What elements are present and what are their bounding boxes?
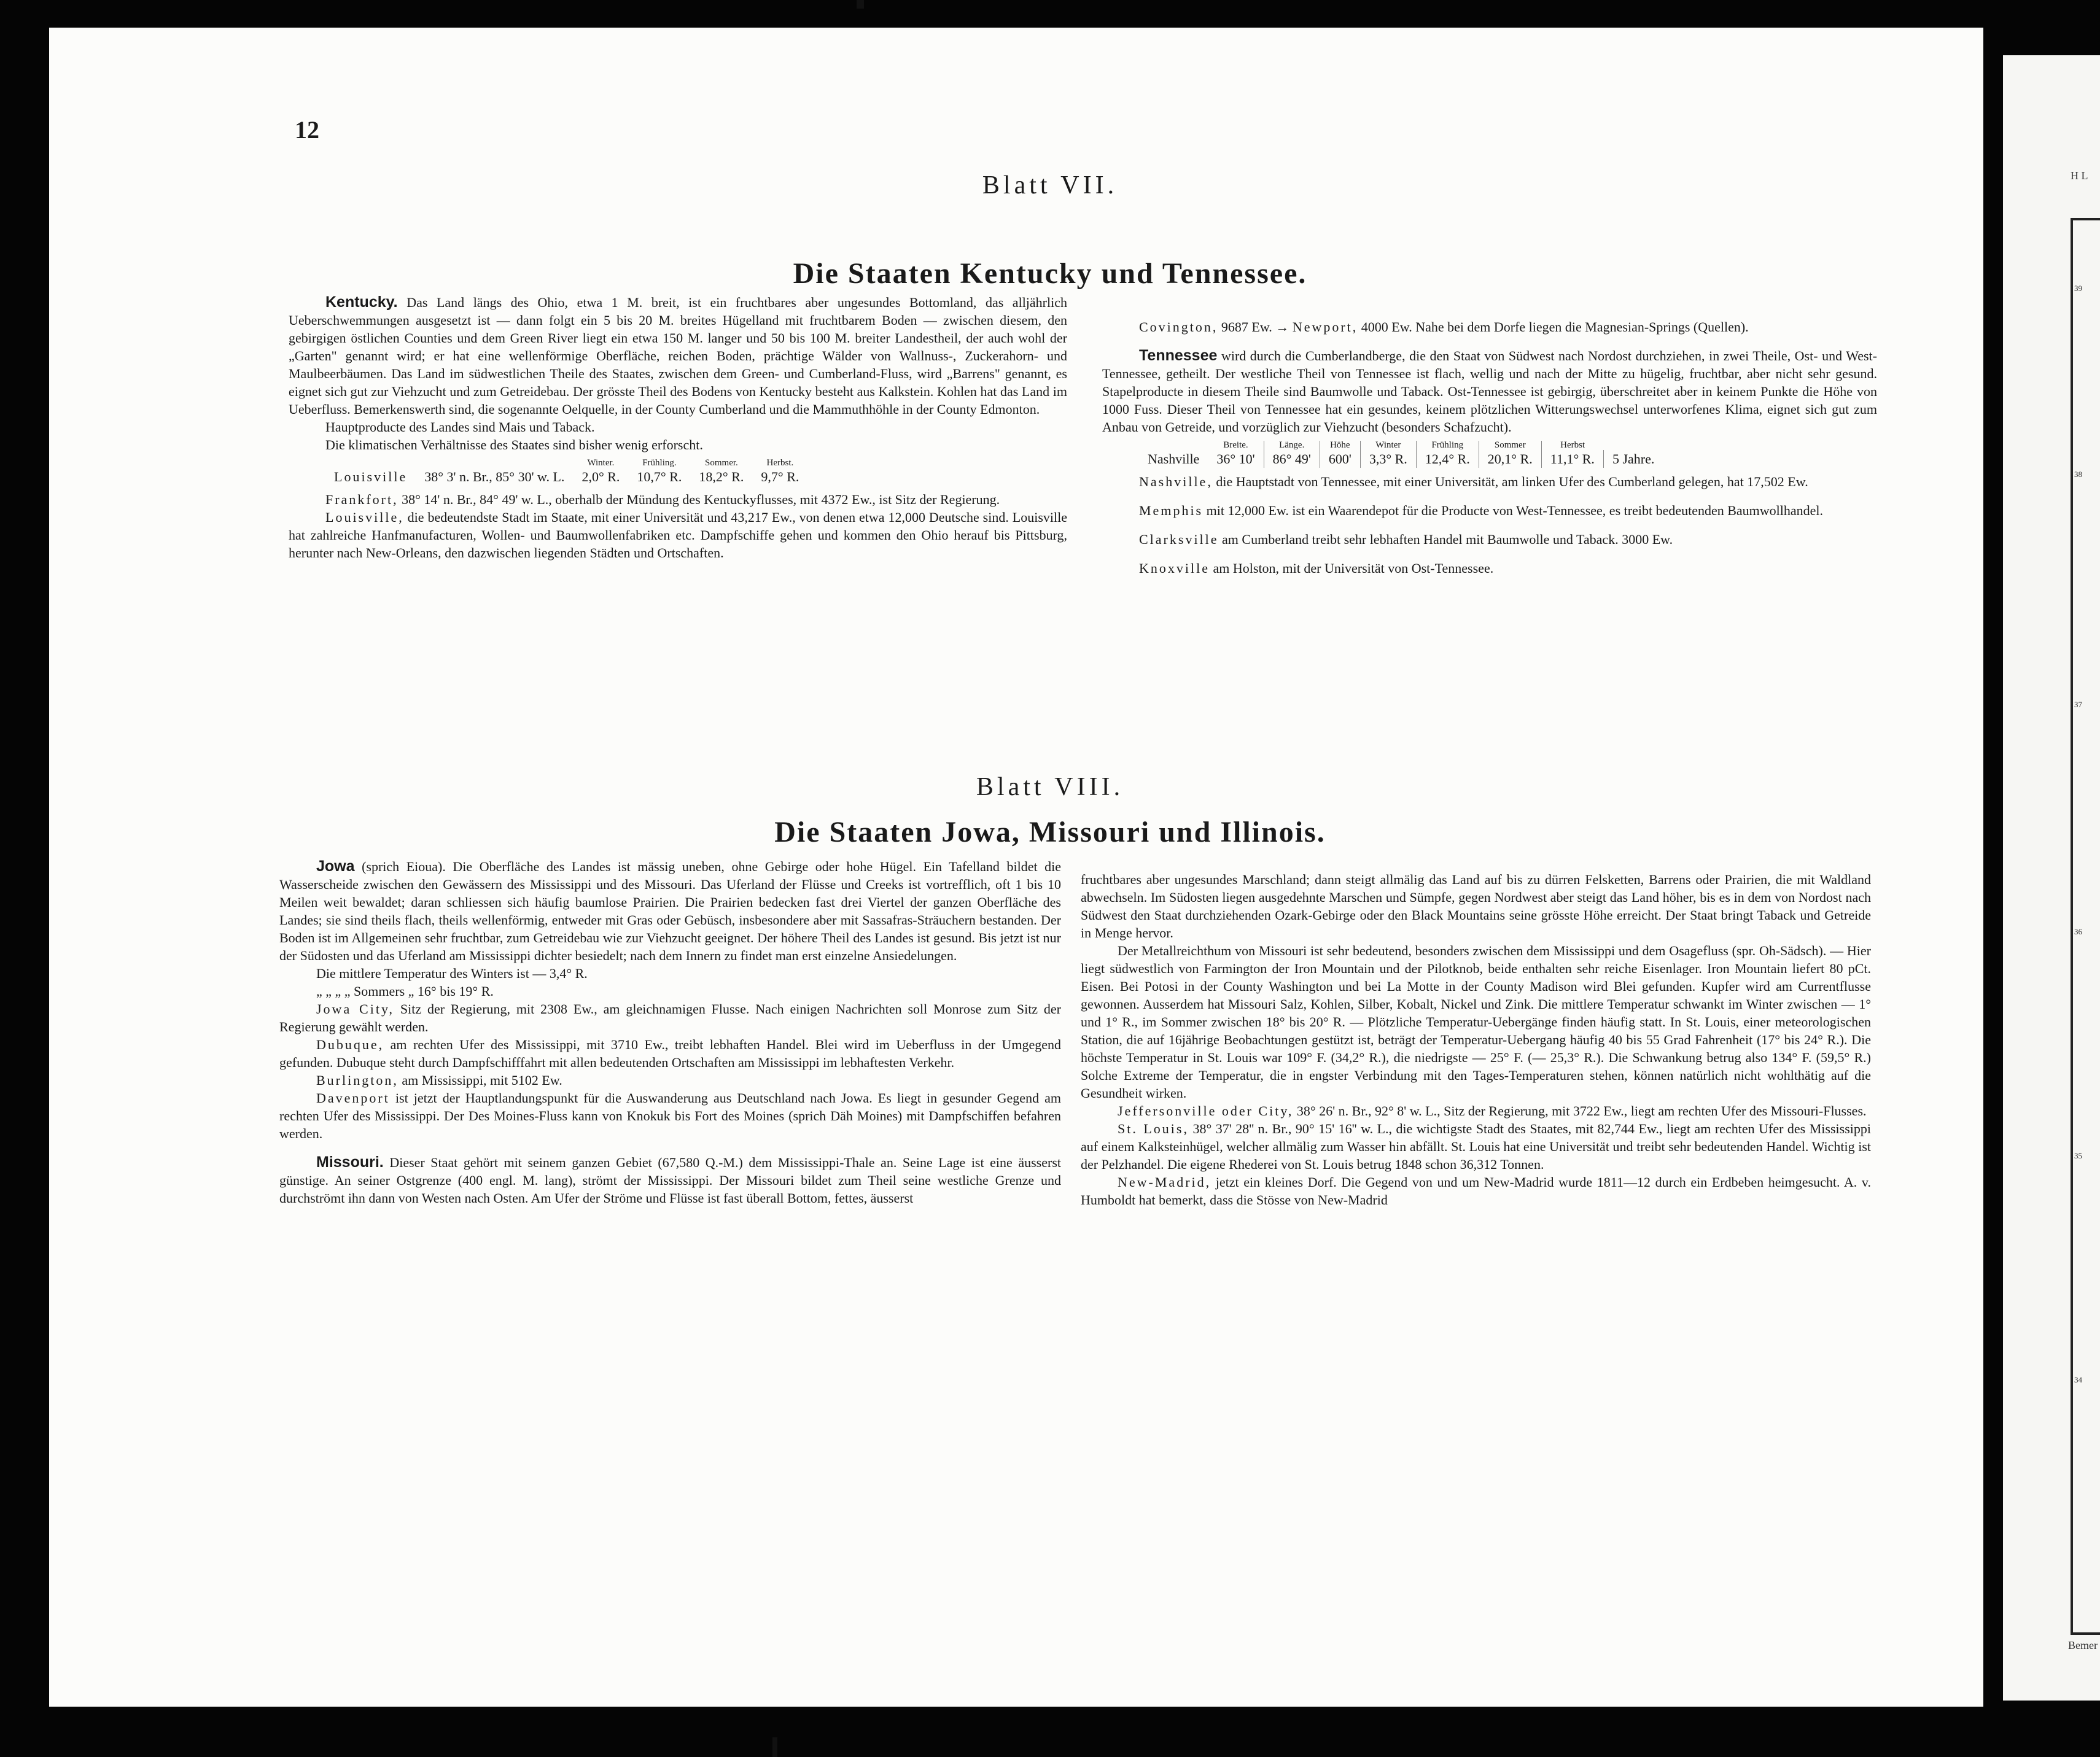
city-name: St. Louis, — [1118, 1121, 1189, 1136]
paragraph: mit 12,000 Ew. ist ein Waarendepot für die Producte von West-Tennessee, es treibt bedeutenden Baumwollhandel. — [1206, 503, 1824, 518]
paragraph: jetzt ein kleines Dorf. Die Gegend von und um New-Madrid wurde 1811—12 durch ein Erdbeben heimgesucht. A. v. Humboldt hat bemerkt, dass die Stösse von New-Madrid — [1081, 1174, 1871, 1208]
section2-right-column — [1081, 871, 1871, 1209]
map-tick: 35 — [2074, 1151, 2082, 1160]
table-head: Höhe — [1320, 441, 1360, 450]
paragraph: (sprich Eioua). Die Oberfläche des Landes ist mässig uneben, ohne Gebirge oder hohe Hügel. Ein Tafelland bildet die Wasserscheide zwischen den Gewässern des Mississippi und des Missouri. Das Uferland der Flüsse und Creeks ist vortrefflich, oft 1 bis 10 Meilen weit bewaldet; daran schliessen sich häufig baumlose Prairien. Die Prairien bedecken fast drei Viertel der ganzen Oberfläche des Landes; sie sind theils flach, theils wellenförmig, entweder mit Gras oder Gebüsch, insbesondere aber mit Sassafras-Sträuchern bestanden. Der Boden ist im Allgemeinen sehr fruchtbar, zum Getreidebau wie zur Viehzucht geeignet. Der höhere Theil des Landes ist gesund. Bis jetzt ist nur der Südosten und das Uferland am Mississippi dichter besiedelt; nach dem Innern zu findet man erst einzelne Ansiedelungen. — [279, 859, 1061, 963]
state-heading: Kentucky. — [325, 293, 398, 311]
paragraph: Das Land längs des Ohio, etwa 1 M. breit, ist ein fruchtbares aber ungesundes Bottomland, das alljährlich Ueberschwemmungen ausgesetzt ist — dann folgt ein 5 bis 20 M. breites Hügelland mit fruchtbarem Boden — zwischen diesem, den gebirgigen östlichen Counties und dem Green River liegt ein etwa 150 M. langer und 50 bis 100 M. breiter Landestheil, der auch wohl der „Garten" genannt wird; er hat eine wellenförmige Oberfläche, reichen Boden, prächtige Wälder von Wallnuss-, Zuckerahorn- und Maulbeerbäumen. Das Land im südwestlichen Theile des Staates, zwischen dem Green- und Cumberland-Fluss, wird „Barrens" genannt, es eignet sich gut zur Viehzucht und zum Getreidebau. Der grösste Theil des Bodens von Kentucky besteht aus Kalkstein. Kohlen hat das Land im Ueberfluss. Bemerkenswerth sind, die sogenannte Oelquelle, in der County Cumberland und die Mammuthhöhle in der County Edmonton. — [289, 295, 1067, 417]
section1-right-column — [1102, 318, 1877, 577]
scan-speck — [772, 1737, 777, 1757]
city-name: Jowa City, — [316, 1001, 395, 1017]
city-name: Clarksville — [1139, 532, 1219, 547]
map-corner-label: H L — [2071, 169, 2088, 182]
city-name: Jeffersonville oder City, — [1118, 1103, 1294, 1119]
paragraph: 38° 26' n. Br., 92° 8' w. L., Sitz der Regierung, mit 3722 Ew., liegt am rechten Ufer des Missouri-Flusses. — [1296, 1103, 1867, 1119]
page-number: 12 — [295, 116, 319, 144]
paragraph: 38° 37' 28'' n. Br., 90° 15' 16'' w. L., die wichtigste Stadt des Staates, mit 82,744 Ew., liegt am rechten Ufer des Mississippi auf einem Kalksteinhügel, welcher allmälig zum Wasser hin abfällt. St. Louis hat eine Universität und treibt sehr bedeutenden Handel. Wichtig ist der Pelzhandel. Die eigene Rhederei von St. Louis betrug 1848 schon 36,312 Tonnen. — [1081, 1121, 1871, 1172]
season-value: 2,0° R. — [581, 469, 620, 484]
paragraph: wird durch die Cumberlandberge, die den Staat von Südwest nach Nordost durchziehen, in zwei Theile, Ost- und West-Tennessee, getheilt. Der westliche Theil von Tennessee ist flach, wellig und nach der Mitte zu hügelig, fruchtbar, aber nicht sehr gesund. Stapelproducte in diesem Theile sind Baumwolle und Taback. Ost-Tennessee ist gebirgig, überschreitet aber in keinem Punkte die Höhe von 1000 Fuss. Dieser Theil von Tennessee hat ein gesundes, keinem plötzlichen Witterungswechsel unterworfenes Klima, eignet sich gut zum Anbau von Getreide, und vorzüglich zur Viehzucht (besonders Schafzucht). — [1102, 348, 1877, 435]
city-name: Louisville, — [325, 510, 404, 525]
state-heading: Jowa — [316, 858, 355, 875]
city-name: Newport, — [1292, 319, 1358, 335]
section-title: Die Staaten Jowa, Missouri und Illinois. — [774, 816, 1326, 848]
paragraph: 4000 Ew. Nahe bei dem Dorfe liegen die Magnesian-Springs (Quellen). — [1361, 319, 1749, 335]
city-name: Frankfort, — [325, 492, 399, 507]
table-value: 3,3° R. — [1360, 450, 1416, 468]
city-name: Knoxville — [1139, 560, 1210, 576]
table-value: 86° 49' — [1264, 450, 1320, 468]
city-name: Nashville, — [1139, 474, 1213, 489]
map-bottom-label: Bemer — [2068, 1639, 2098, 1651]
city-name: New-Madrid, — [1118, 1174, 1211, 1190]
paragraph: Die klimatischen Verhältnisse des Staates sind bisher wenig erforscht. — [325, 437, 703, 452]
paragraph: am Mississippi, mit 5102 Ew. — [402, 1072, 562, 1088]
city-name: Dubuque, — [316, 1037, 384, 1052]
table-head: Länge. — [1264, 441, 1320, 450]
city-name: Covington, — [1139, 319, 1218, 335]
climate-table — [325, 459, 807, 486]
table-value: 12,4° R. — [1416, 450, 1479, 468]
state-heading: Missouri. — [316, 1154, 384, 1171]
city-name: Burlington, — [316, 1072, 399, 1088]
paragraph: ist jetzt der Hauptlandungspunkt für die Auswanderung aus Deutschland nach Jowa. Es liegt in gesunder Gegend am rechten Ufer des Mississippi. Der Des Moines-Fluss kann von Knokuk bis Fort des Moines (sprich Däh Moines) mit Dampfschiffen befahren werden. — [279, 1090, 1062, 1141]
season-value: 10,7° R. — [637, 469, 682, 484]
paragraph: die bedeutendste Stadt im Staate, mit einer Universität und 43,217 Ew., von denen etwa 12,000 Deutsche sind. Louisville hat zahlreiche Hanfmanufacturen, Wollen- und Baumwollenfabriken etc. Dampfschiffe gehen und kommen den Ohio herauf bis Pittsburg, herunter nach New-Orleans, den dazwischen liegenden Städten und Ortschaften. — [289, 510, 1067, 560]
paragraph: Sitz der Regierung, mit 2308 Ew., am gleichnamigen Flusse. Nach einigen Nachrichten soll Monrose zum Sitz der Regierung gewählt werden. — [279, 1001, 1062, 1034]
city-name: Louisville — [334, 469, 408, 484]
state-heading: Tennessee — [1139, 347, 1218, 364]
paragraph: die Hauptstadt von Tennessee, mit einer Universität, am linken Ufer des Cumberland gelegen, hat 17,502 Ew. — [1216, 474, 1808, 489]
paragraph: am Cumberland treibt sehr lebhaften Handel mit Baumwolle und Taback. 3000 Ew. — [1222, 532, 1673, 547]
section1-left-column — [289, 293, 1067, 562]
season-head: Sommer. — [705, 458, 738, 468]
table-value: 11,1° R. — [1541, 450, 1603, 468]
map-tick: 34 — [2074, 1375, 2082, 1384]
table-value: 36° 10' — [1216, 451, 1255, 467]
map-frame — [2071, 218, 2100, 1635]
table-head: Sommer — [1479, 441, 1541, 450]
map-tick: 37 — [2074, 700, 2082, 709]
map-tick: 39 — [2074, 284, 2082, 293]
table-value: 5 Jahre. — [1603, 450, 1663, 468]
paragraph: Hauptproducte des Landes sind Mais und Taback. — [325, 419, 595, 435]
season-head: Herbst. — [766, 458, 794, 468]
paragraph: „ „ „ „ Sommers „ 16° bis 19° R. — [316, 983, 494, 999]
coordinates: 38° 3' n. Br., 85° 30' w. L. — [424, 469, 565, 484]
table-head: Breite. — [1223, 440, 1248, 450]
season-value: 18,2° R. — [699, 469, 744, 484]
table-head: Frühling — [1416, 441, 1479, 450]
section-number: Blatt VIII. — [976, 773, 1124, 801]
paragraph: am rechten Ufer des Mississippi, mit 3710 Ew., treibt lebhaften Handel. Blei wird im Ueberfluss in der Umgegend gefunden. Dubuque steht durch Dampfschifffahrt mit allen bedeutenden Ortschaften am Mississippi im lebhaftesten Verkehr. — [279, 1037, 1062, 1070]
paragraph: am Holston, mit der Universität von Ost-Tennessee. — [1213, 560, 1494, 576]
nashville-table — [1139, 441, 1663, 468]
table-head: Herbst — [1541, 441, 1603, 450]
table-value: 600' — [1320, 450, 1360, 468]
city-name: Nashville — [1148, 451, 1200, 467]
paragraph: Die mittlere Temperatur des Winters ist — 3,4° R. — [316, 966, 588, 981]
paragraph: Dieser Staat gehört mit seinem ganzen Gebiet (67,580 Q.-M.) dem Mississippi-Thale an. Seine Lage ist eine äusserst günstige. An seiner Ostgrenze (400 engl. M. lang), strömt der Mississippi. Der Missouri bildet zum Theil seine westliche Grenze und durchströmt ihn dann von Westen nach Osten. Am Ufer der Ströme und Flüsse ist fast überall Bottom, fettes, äusserst — [279, 1155, 1062, 1206]
paragraph: 9687 Ew. → — [1221, 319, 1293, 335]
map-tick: 38 — [2074, 470, 2082, 479]
season-head: Frühling. — [642, 458, 677, 468]
city-name: Memphis — [1139, 503, 1204, 518]
map-tick: 36 — [2074, 927, 2082, 936]
paragraph: 38° 14' n. Br., 84° 49' w. L., oberhalb der Mündung des Kentuckyflusses, mit 4372 Ew., ist Sitz der Regierung. — [402, 492, 1000, 507]
paragraph: Der Metallreichthum von Missouri ist sehr bedeutend, besonders zwischen dem Mississippi und dem Osagefluss (spr. Oh-Sädsch). — Hier liegt südwestlich von Farmington der Iron Mountain und der Pilotknob, beide enthalten sehr reiche Eisenlager. Iron Mountain liefert 80 pCt. Eisen. Bei Potosi in der County Washington und bei La Motte in der County Madison wird Blei gefunden. Kupfer wird am Currentflusse gewonnen. Ausserdem hat Missouri Salz, Kohlen, Silber, Kobalt, Nickel und Zink. Die mittlere Temperatur schwankt im Winter zwischen — 1° und 1° R., im Sommer zwischen 18° bis 20° R. — Plötzliche Temperatur-Uebergänge finden häufig statt. In St. Louis, einer meteorologischen Station, die auf 16jährige Beobachtungen gestützt ist, beträgt der Temperatur-Uebergang häufig 40 bis 55 Grad Fahrenheit (17° bis 24° R.). Die höchste Temperatur in St. Louis war 109° F. (34,2° R.), die niedrigste — 25° F. (— 25,3° R.). Die Schwankung betrug also 134° F. (59,5° R.) Solche Extreme der Temperatur, die in engster Verbindung mit den Tages-Temperaturen stehen, können natürlich nicht wohlthätig auf die Gesundheit wirken. — [1081, 943, 1871, 1101]
scan-speck — [857, 0, 864, 9]
table-value: 20,1° R. — [1479, 450, 1541, 468]
paragraph: fruchtbares aber ungesundes Marschland; dann steigt allmälig das Land auf bis zu dürren Felsketten, Barrens oder Prairien, die mit Waldland abwechseln. Im Südosten liegen ausgedehnte Marschen und Sümpfe, gegen Nordwest aber steigt das Land höher, bis es in dem von Nordost nach Südwest den Staat durchziehenden Ozark-Gebirge oder den Black Mountains seine grösste Höhe erreicht. Der Staat bringt Taback und Getreide in Menge hervor. — [1081, 872, 1871, 941]
season-head: Winter. — [587, 458, 615, 468]
section-number: Blatt VII. — [982, 171, 1118, 200]
city-name: Davenport — [316, 1090, 390, 1106]
table-head: Winter — [1360, 441, 1416, 450]
section-title: Die Staaten Kentucky und Tennessee. — [793, 257, 1307, 290]
season-value: 9,7° R. — [761, 469, 799, 484]
section2-left-column — [279, 858, 1061, 1207]
